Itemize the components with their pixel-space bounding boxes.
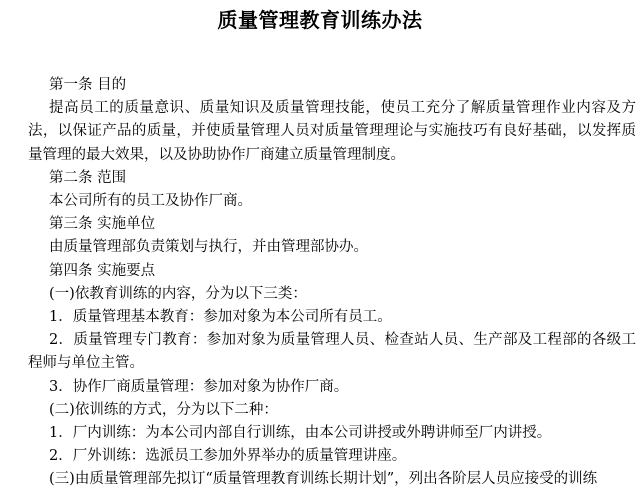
section-1-item-3: 3．协作厂商质量管理：参加对象为协作厂商。 — [49, 378, 349, 395]
article-2-text: 本公司所有的员工及协作厂商。 — [49, 193, 252, 210]
article-2-heading: 第二条 范围 — [49, 169, 127, 186]
section-1-intro: (一)依教育训练的内容，分为以下三类： — [49, 285, 307, 302]
section-1-item-1: 1．质量管理基本教育：参加对象为本公司所有员工。 — [49, 309, 392, 326]
document-title: 质量管理教育训练办法 — [217, 8, 423, 32]
section-2-intro: (二)依训练的方式，分为以下二种： — [49, 401, 278, 418]
article-4-heading: 第四条 实施要点 — [49, 262, 156, 279]
article-1-text: 提高员工的质量意识、质量知识及质量管理技能，使员工充分了解质量管理作业内容及方法，以保证产品的质量，并使质量管理人员对质量管理理论与实施技巧有良好基础，以发挥质量管理的最大效果，以及协助协作厂商建立质量管理制度。 — [28, 100, 636, 163]
article-3-heading: 第三条 实施单位 — [49, 216, 156, 233]
section-2-item-1: 1．厂内训练：为本公司内部自行训练，由本公司讲授或外聘讲师至厂内讲授。 — [49, 425, 552, 442]
article-1-heading: 第一条 目的 — [49, 77, 127, 93]
section-2-item-2: 2．厂外训练：选派员工参加外界举办的质量管理讲座。 — [49, 448, 407, 465]
section-3-intro: (三)由质量管理部先拟订“质量管理教育训练长期计划”，列出各阶层人员应接受的训练 — [49, 471, 598, 488]
section-1-item-2: 2．质量管理专门教育：参加对象为质量管理人员、检查站人员、生产部及工程部的各级工程师与单位主管。 — [28, 332, 636, 372]
document-body — [28, 74, 636, 494]
article-3-text: 由质量管理部负责策划与执行，并由管理部协办。 — [49, 239, 368, 256]
